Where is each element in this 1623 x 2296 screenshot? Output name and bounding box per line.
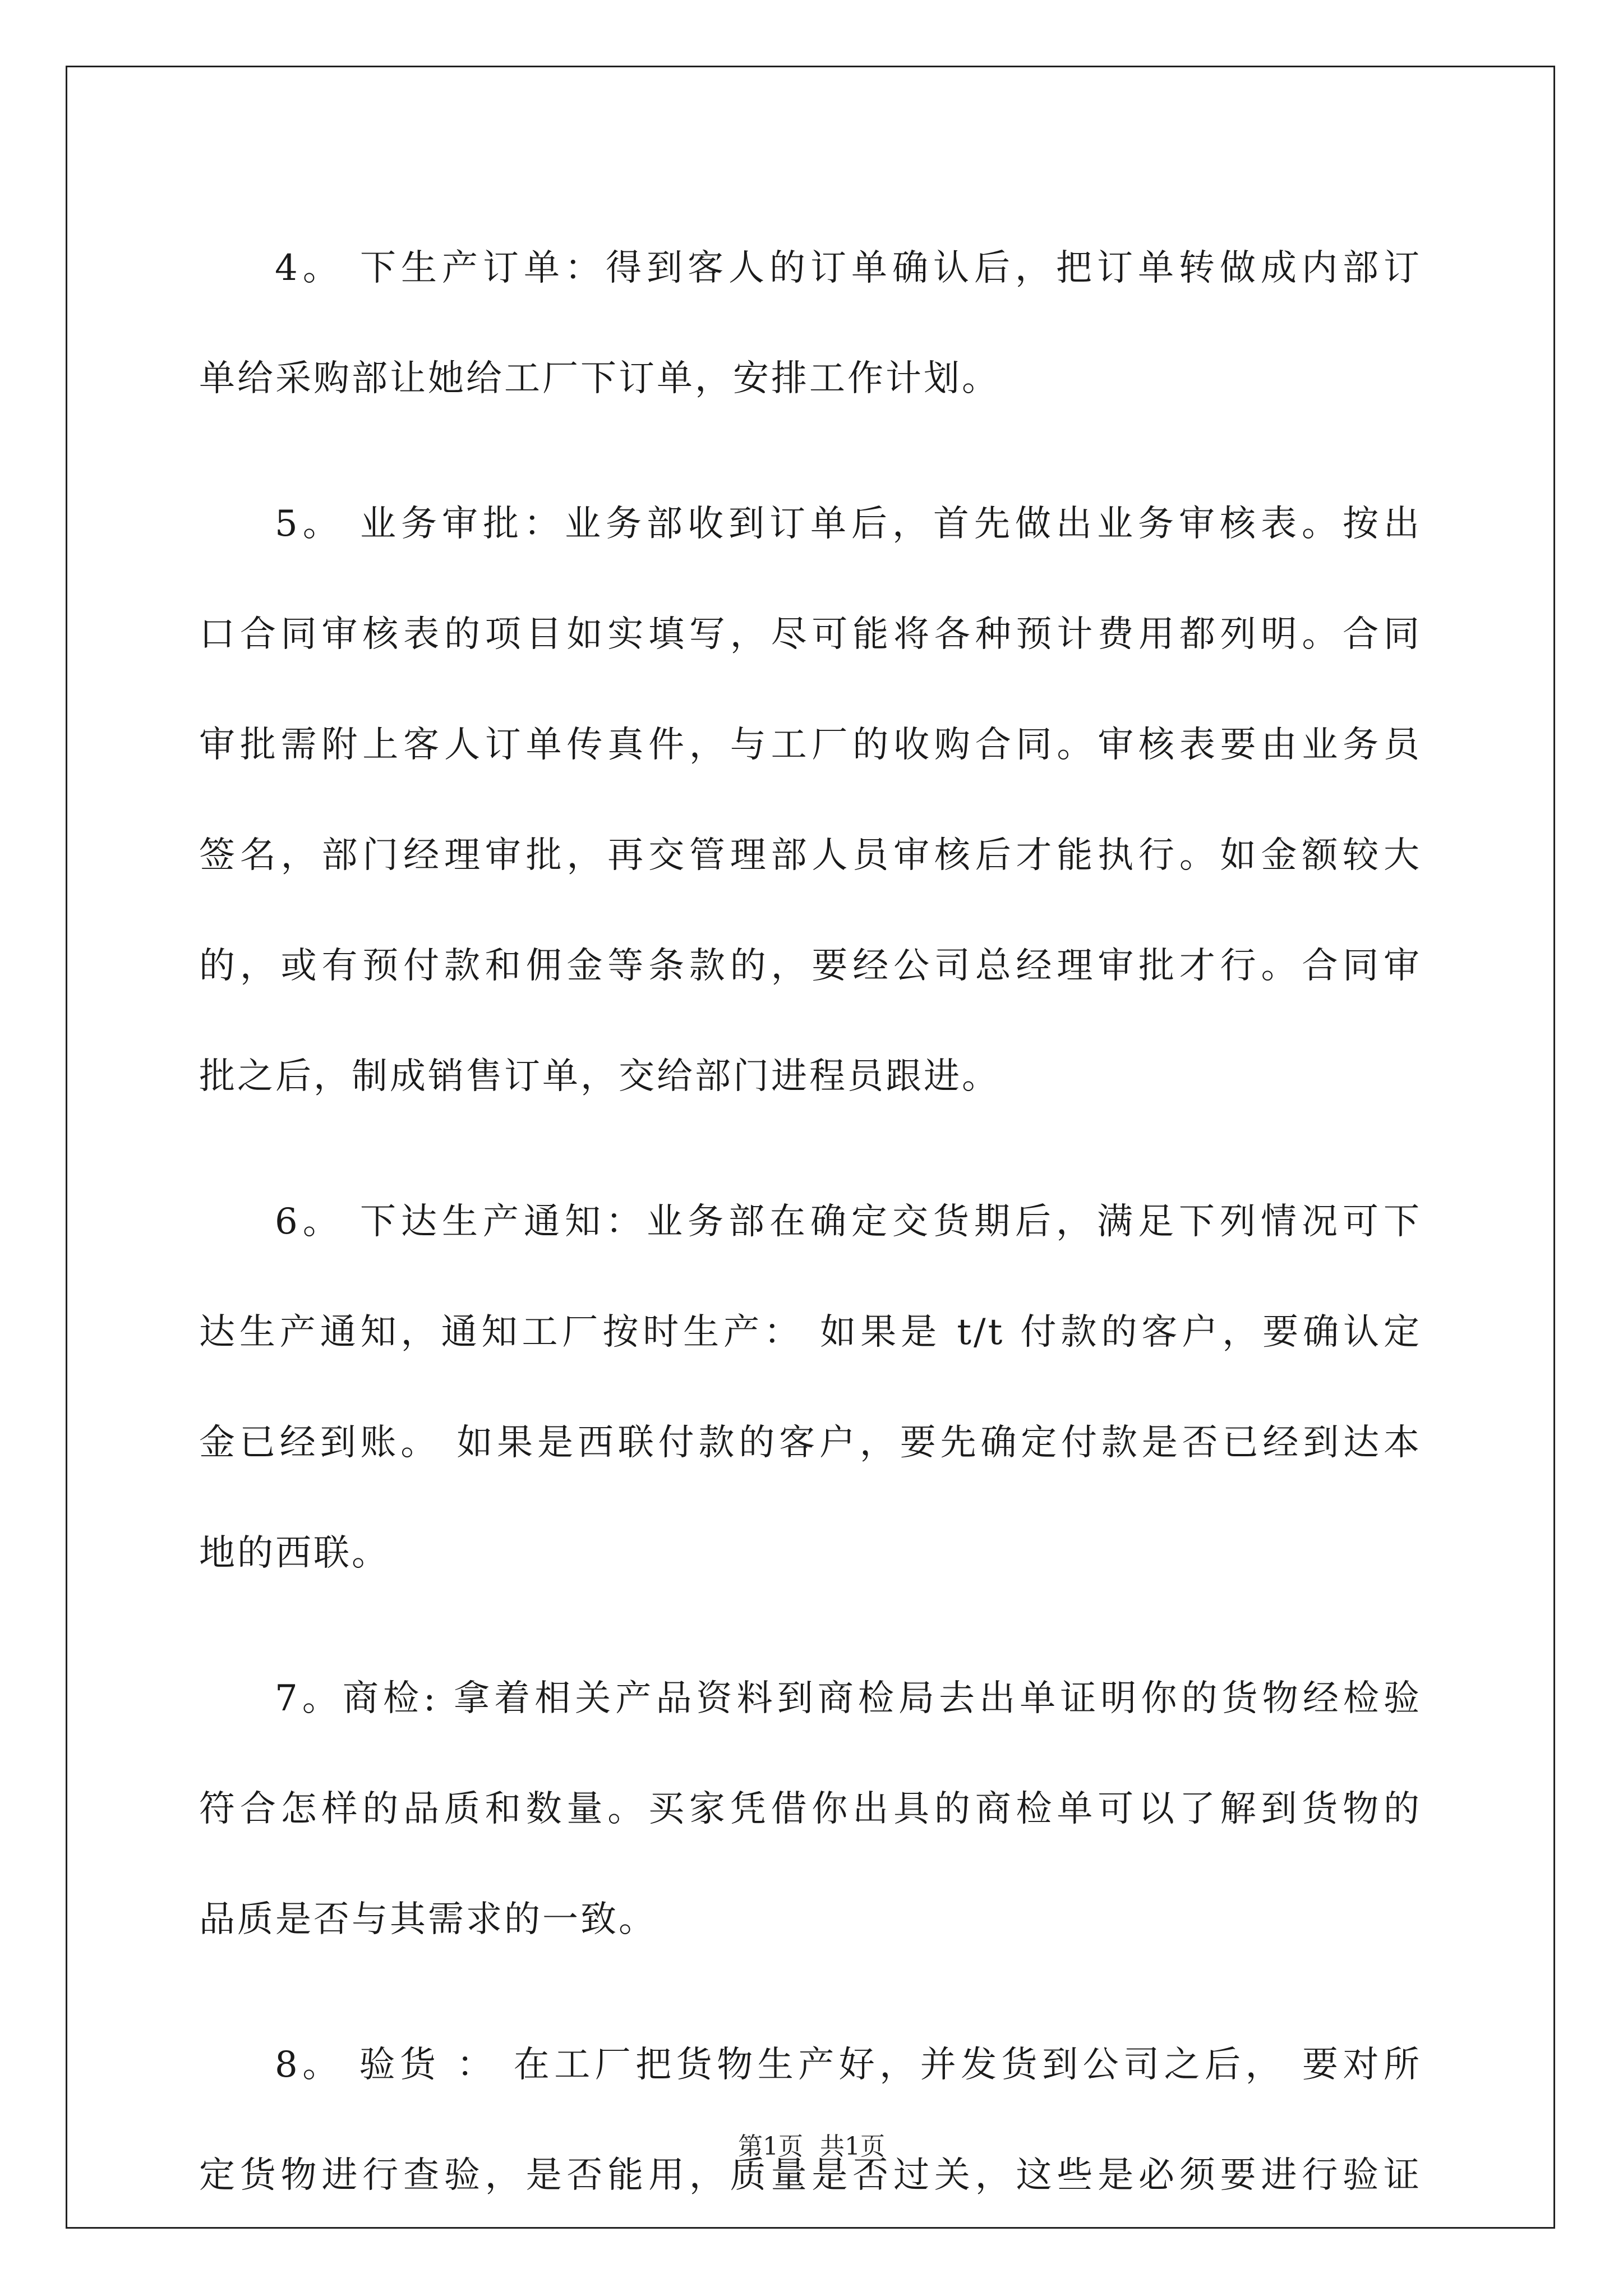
text-line: 7。商检: 拿着相关产品资料到商检局去出单证明你的货物经检验	[275, 1678, 1422, 1719]
paragraph-5	[199, 469, 1422, 1132]
text-line: 4。 下生产订单：得到客人的订单确认后，把订单转做成内部订	[275, 247, 1422, 289]
text-line: 批之后，制成销售订单，交给部门进程员跟进。	[199, 1056, 1000, 1097]
paragraph-7	[199, 1644, 1422, 1975]
text-line: 签名，部门经理审批，再交管理部人员审核后才能执行。如金额较大	[199, 835, 1422, 876]
document-body	[199, 213, 1422, 2266]
text-line: 品质是否与其需求的一致。	[199, 1899, 657, 1940]
text-line: 金已经到账。 如果是西联付款的客户，要先确定付款是否已经到达本	[199, 1422, 1422, 1464]
page-footer	[0, 2126, 1623, 2162]
paragraph-8	[199, 2010, 1422, 2231]
text-line: 的，或有预付款和佣金等条款的，要经公司总经理审批才行。合同审	[199, 945, 1422, 987]
paragraph-6	[199, 1167, 1422, 1609]
text-line: 审批需附上客人订单传真件，与工厂的收购合同。审核表要由业务员	[199, 724, 1422, 766]
text-line: 口合同审核表的项目如实填写，尽可能将各种预计费用都列明。合同	[199, 614, 1422, 655]
page-number: 第1页	[738, 2132, 803, 2161]
text-line: 6。 下达生产通知：业务部在确定交货期后，满足下列情况可下	[275, 1201, 1422, 1243]
text-line: 单给采购部让她给工厂下订单，安排工作计划。	[199, 358, 1000, 399]
text-line: 符合怎样的品质和数量。买家凭借你出具的商检单可以了解到货物的	[199, 1788, 1422, 1830]
paragraph-4	[199, 213, 1422, 434]
page-total: 共1页	[820, 2132, 885, 2161]
text-line: 地的西联。	[199, 1533, 390, 1574]
text-line: 5。 业务审批：业务部收到订单后，首先做出业务审核表。按出	[275, 503, 1422, 545]
text-line: 定货物进行查验，是否能用，质量是否过关，这些是必须要进行验证	[199, 2155, 1422, 2196]
text-line: 达生产通知，通知工厂按时生产： 如果是 t/t 付款的客户，要确认定	[199, 1312, 1422, 1353]
text-line: 8。 验货 ： 在工厂把货物生产好，并发货到公司之后， 要对所	[275, 2044, 1422, 2086]
